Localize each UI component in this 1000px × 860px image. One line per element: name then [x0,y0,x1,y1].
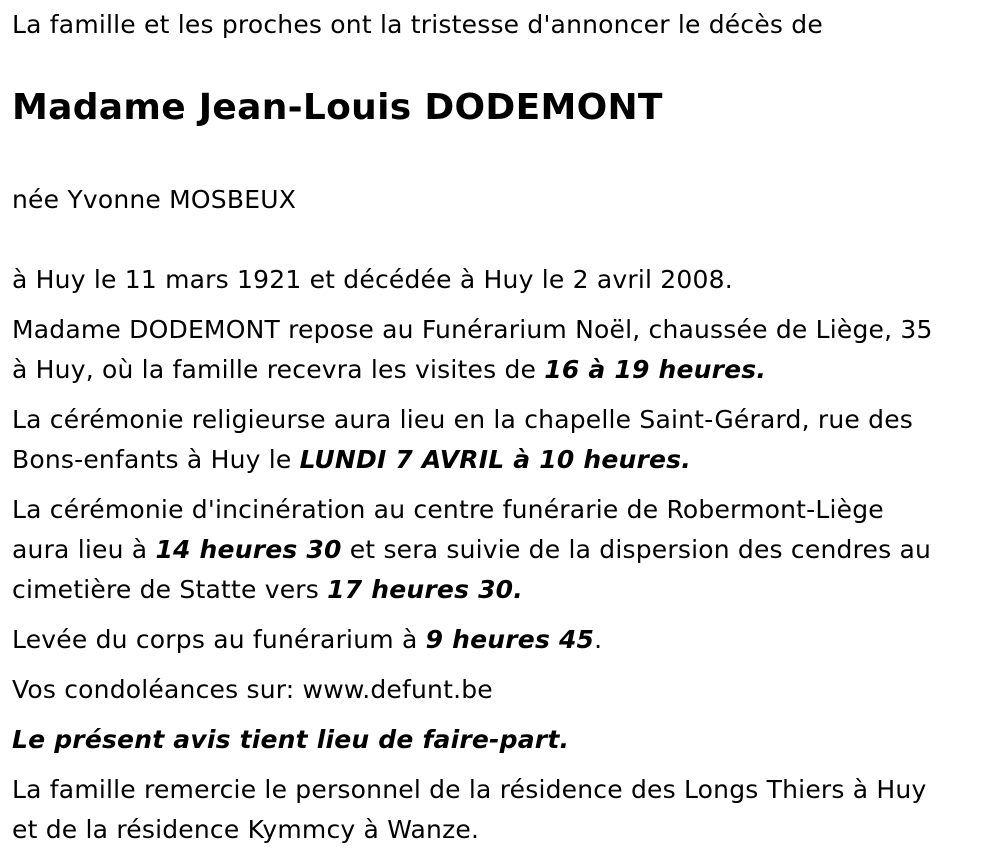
thanks-paragraph [12,770,988,850]
thanks-line-1: La famille remercie le personnel de la résidence des Longs Thiers à Huy [12,775,927,804]
incineration-line-2 [12,530,988,570]
incineration-line-1: La cérémonie d'incinération au centre funérarie de Robermont-Liège [12,495,884,524]
funerarium-paragraph [12,310,988,390]
levee-pre: Levée du corps au funérarium à [12,625,426,654]
funerarium-line-2-text: à Huy, où la famille recevra les visites de [12,355,545,384]
faire-part-text: Le présent avis tient lieu de faire-part. [12,725,570,754]
funerarium-line-1: Madame DODEMONT repose au Funérarium Noël, chaussée de Liège, 35 [12,315,933,344]
incineration-line-3-pre: cimetière de Statte vers [12,575,328,604]
incineration-paragraph [12,490,988,610]
ceremony-paragraph [12,400,988,480]
ceremony-line-2-text: Bons-enfants à Huy le [12,445,300,474]
levee-text [12,620,988,660]
incineration-line-2-pre: aura lieu à [12,535,156,564]
levee-time: 9 heures 45 [425,625,595,654]
incineration-time: 14 heures 30 [155,535,342,564]
visiting-hours: 16 à 19 heures. [544,355,767,384]
ceremony-line-1: La cérémonie religieurse aura lieu en la chapelle Saint-Gérard, rue des [12,405,914,434]
funerarium-line-2 [12,350,988,390]
intro-text: La famille et les proches ont la tristesse d'annoncer le décès de [12,10,823,39]
ceremony-line-2 [12,440,988,480]
birth-death-text: à Huy le 11 mars 1921 et décédée à Huy le 2 avril 2008. [12,265,733,294]
death-notice [0,5,1000,860]
thanks-line-2: et de la résidence Kymmcy à Wanze. [12,815,480,844]
deceased-name: Madame Jean-Louis DODEMONT [12,87,663,128]
levee-post: . [594,625,603,654]
condolences-text: Vos condoléances sur: www.defunt.be [12,675,493,704]
maiden-name: née Yvonne MOSBEUX [12,185,297,214]
incineration-line-2-post: et sera suivie de la dispersion des cendres au [341,535,932,564]
ceremony-datetime: LUNDI 7 AVRIL à 10 heures. [299,445,691,474]
incineration-line-3 [12,570,988,610]
dispersion-time: 17 heures 30. [327,575,523,604]
